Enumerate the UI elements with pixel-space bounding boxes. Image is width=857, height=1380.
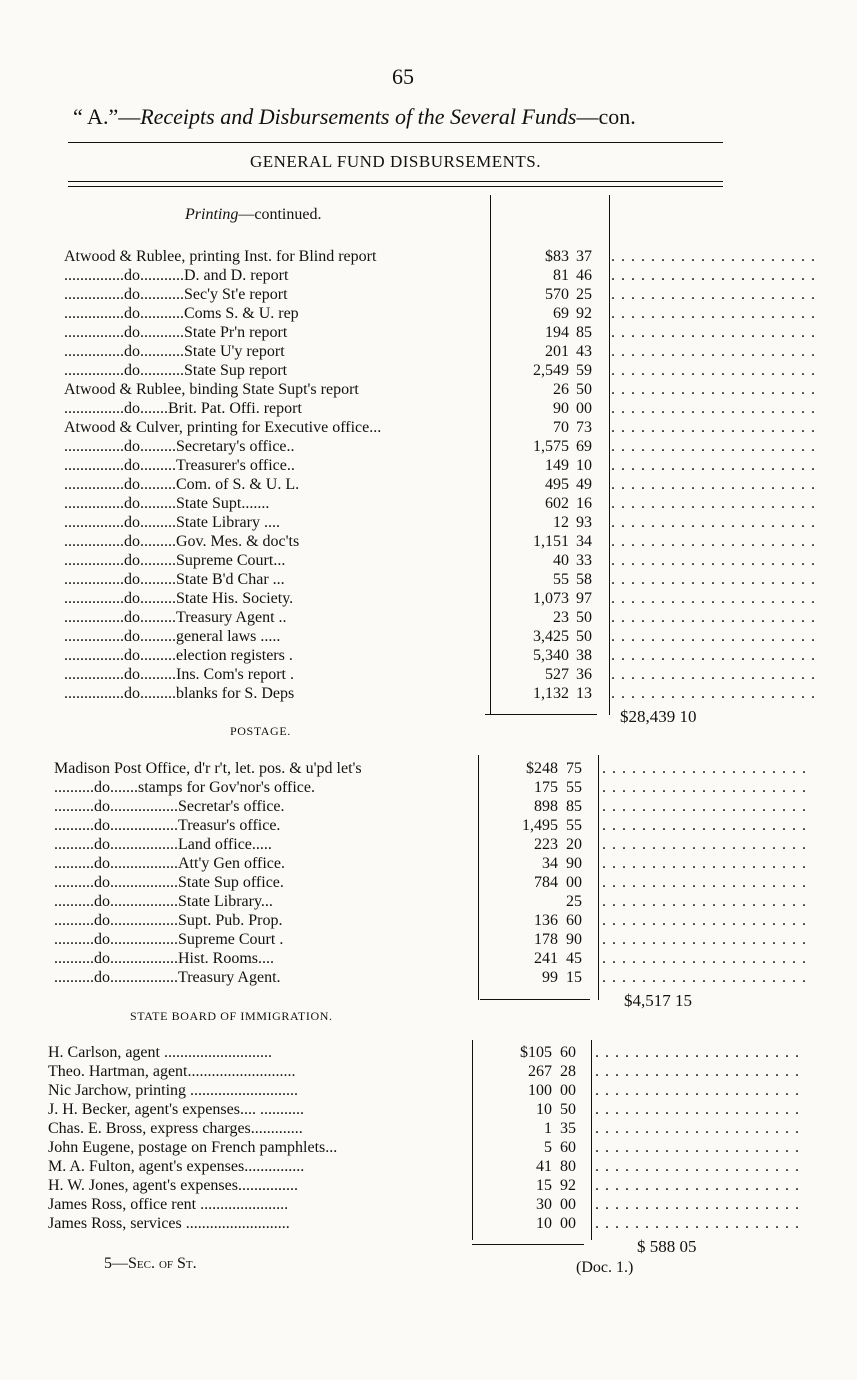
dot-leader: . . . . . . . . . . . . . . . . . . . . . [611, 571, 816, 588]
entry-cents: 15 [566, 969, 582, 986]
entry-dollars: 81 [553, 267, 569, 284]
entry-cents: 90 [566, 855, 582, 872]
entry-description: ...............do...........D. and D. report [64, 267, 289, 284]
entry-description: ...............do.........Treasurer's office.. [64, 457, 295, 474]
entry-cents: 92 [576, 305, 592, 322]
entry-cents: 50 [576, 609, 592, 626]
entry-dollars: 495 [545, 476, 569, 493]
entry-dollars: 570 [545, 286, 569, 303]
entry-description: H. Carlson, agent ........................... [48, 1044, 272, 1061]
dot-leader: . . . . . . . . . . . . . . . . . . . . . [595, 1177, 800, 1194]
section-rule-bottom [68, 186, 723, 187]
dot-leader: . . . . . . . . . . . . . . . . . . . . . [595, 1101, 800, 1118]
dot-leader: . . . . . . . . . . . . . . . . . . . . . [611, 666, 816, 683]
entry-cents: 50 [560, 1101, 576, 1118]
entry-dollars: 90 [553, 400, 569, 417]
entry-dollars: 267 [528, 1063, 552, 1080]
dot-leader: . . . . . . . . . . . . . . . . . . . . . [602, 817, 807, 834]
dot-leader: . . . . . . . . . . . . . . . . . . . . . [611, 628, 816, 645]
entry-cents: 43 [576, 343, 592, 360]
entry-description: J. H. Becker, agent's expenses.... ........... [48, 1101, 304, 1118]
entry-dollars: 194 [545, 324, 569, 341]
entry-cents: 16 [576, 495, 592, 512]
entry-dollars: 223 [534, 836, 558, 853]
entry-cents: 34 [576, 533, 592, 550]
entry-cents: 49 [576, 476, 592, 493]
entry-description: ...............do...........State Pr'n report [64, 324, 288, 341]
column-line-left-2 [478, 755, 479, 1000]
entry-dollars: 602 [545, 495, 569, 512]
entry-dollars: 34 [542, 855, 558, 872]
entry-dollars: 99 [542, 969, 558, 986]
dot-leader: . . . . . . . . . . . . . . . . . . . . . [611, 552, 816, 569]
dot-leader: . . . . . . . . . . . . . . . . . . . . . [611, 476, 816, 493]
entry-dollars: 527 [545, 666, 569, 683]
dot-leader: . . . . . . . . . . . . . . . . . . . . . [611, 685, 816, 702]
entry-description: Nic Jarchow, printing ........................... [48, 1082, 299, 1099]
entry-cents: 69 [576, 438, 592, 455]
entry-cents: 97 [576, 590, 592, 607]
entry-dollars: 898 [534, 798, 558, 815]
entry-cents: 37 [576, 248, 592, 265]
running-head-title: Receipts and Disbursements of the Several Funds [140, 104, 577, 129]
entry-cents: 55 [566, 779, 582, 796]
dot-leader: . . . . . . . . . . . . . . . . . . . . . [602, 950, 807, 967]
entry-cents: 46 [576, 267, 592, 284]
entry-dollars: 1,151 [533, 533, 569, 550]
entry-dollars: 41 [536, 1158, 552, 1175]
entry-description: ...............do.........election registers . [64, 647, 293, 664]
dot-leader: . . . . . . . . . . . . . . . . . . . . . [595, 1139, 800, 1156]
dot-leader: . . . . . . . . . . . . . . . . . . . . . [595, 1063, 800, 1080]
entry-description: ...............do.........State Library .... [64, 514, 280, 531]
dot-leader: . . . . . . . . . . . . . . . . . . . . . [595, 1120, 800, 1137]
dot-leader: . . . . . . . . . . . . . . . . . . . . . [611, 590, 816, 607]
entry-cents: 93 [576, 514, 592, 531]
dot-leader: . . . . . . . . . . . . . . . . . . . . . [611, 324, 816, 341]
entry-cents: 85 [566, 798, 582, 815]
column-line-left-1 [490, 195, 491, 715]
entry-cents: 25 [566, 893, 582, 910]
entry-description: ..........do.......stamps for Gov'nor's office. [54, 779, 315, 796]
entry-cents: 80 [560, 1158, 576, 1175]
entry-description: ...............do...........Sec'y St'e report [64, 286, 288, 303]
dot-leader: . . . . . . . . . . . . . . . . . . . . . [602, 969, 807, 986]
entry-description: ...............do.........Secretary's office.. [64, 438, 295, 455]
entry-dollars: $105 [520, 1044, 552, 1061]
entry-dollars: 241 [534, 950, 558, 967]
entry-dollars: 5,340 [533, 647, 569, 664]
entry-cents: 60 [566, 912, 582, 929]
dot-leader: . . . . . . . . . . . . . . . . . . . . . [595, 1082, 800, 1099]
entry-dollars: 178 [534, 931, 558, 948]
dot-leader: . . . . . . . . . . . . . . . . . . . . . [595, 1044, 800, 1061]
entry-description: ...............do.........Supreme Court... [64, 552, 286, 569]
dot-leader: . . . . . . . . . . . . . . . . . . . . . [611, 381, 816, 398]
page-number: 65 [392, 64, 414, 89]
entry-description: Madison Post Office, d'r r't, let. pos. & u'pd let's [54, 760, 362, 777]
printing-subtotal-rule [485, 714, 597, 715]
entry-dollars: 149 [545, 457, 569, 474]
postage-subtotal-rule [480, 999, 590, 1000]
entry-dollars: $248 [526, 760, 558, 777]
dot-leader: . . . . . . . . . . . . . . . . . . . . . [611, 343, 816, 360]
entry-description: John Eugene, postage on French pamphlets... [48, 1139, 338, 1156]
entry-description: M. A. Fulton, agent's expenses............... [48, 1158, 305, 1175]
entry-dollars: 3,425 [533, 628, 569, 645]
entry-dollars: 1,073 [533, 590, 569, 607]
entry-cents: 00 [560, 1196, 576, 1213]
entry-description: ..........do.................Hist. Rooms.... [54, 950, 275, 967]
footer-doc: (Doc. 1.) [576, 1259, 634, 1276]
dot-leader: . . . . . . . . . . . . . . . . . . . . . [611, 495, 816, 512]
dot-leader: . . . . . . . . . . . . . . . . . . . . . [602, 798, 807, 815]
entry-cents: 75 [566, 760, 582, 777]
entry-dollars: 136 [534, 912, 558, 929]
printing-total: $28,439 10 [620, 707, 697, 726]
entry-cents: 13 [576, 685, 592, 702]
entry-dollars: 2,549 [533, 362, 569, 379]
entry-description: ...............do.........blanks for S. Deps [64, 685, 295, 702]
entry-dollars: 69 [553, 305, 569, 322]
dot-leader: . . . . . . . . . . . . . . . . . . . . . [611, 457, 816, 474]
dot-leader: . . . . . . . . . . . . . . . . . . . . . [602, 912, 807, 929]
entry-description: ...............do.........Com. of S. & U. L. [64, 476, 300, 493]
dot-leader: . . . . . . . . . . . . . . . . . . . . . [602, 836, 807, 853]
dot-leader: . . . . . . . . . . . . . . . . . . . . . [595, 1196, 800, 1213]
entry-cents: 59 [576, 362, 592, 379]
entry-cents: 92 [560, 1177, 576, 1194]
entry-description: ..........do.................Supt. Pub. Prop. [54, 912, 283, 929]
dot-leader: . . . . . . . . . . . . . . . . . . . . . [602, 931, 807, 948]
entry-dollars: 55 [553, 571, 569, 588]
entry-dollars: 15 [536, 1177, 552, 1194]
entry-dollars: 23 [553, 609, 569, 626]
entry-description: ...............do...........Coms S. & U. rep [64, 305, 299, 322]
entry-description: ..........do.................Secretar's office. [54, 798, 285, 815]
entry-description: ...............do.........State Supt....... [64, 495, 270, 512]
printing-heading-italic: Printing [185, 206, 239, 223]
entry-cents: 00 [560, 1215, 576, 1232]
entry-description: ...............do.........Treasury Agent .. [64, 609, 287, 626]
entry-description: ...............do.........Ins. Com's report . [64, 666, 294, 683]
entry-dollars: 10 [536, 1101, 552, 1118]
postage-heading: POSTAGE. [230, 724, 291, 738]
entry-cents: 25 [576, 286, 592, 303]
entry-description: Atwood & Rublee, binding State Supt's report [64, 381, 359, 398]
dot-leader: . . . . . . . . . . . . . . . . . . . . . [611, 419, 816, 436]
entry-cents: 28 [560, 1063, 576, 1080]
entry-cents: 73 [576, 419, 592, 436]
entry-cents: 55 [566, 817, 582, 834]
footer-signature: 5—Sec. of St. [104, 1255, 197, 1272]
immigration-subtotal-rule [472, 1244, 584, 1245]
entry-description: ..........do.................Supreme Court . [54, 931, 284, 948]
dot-leader: . . . . . . . . . . . . . . . . . . . . . [611, 286, 816, 303]
entry-dollars: 30 [536, 1196, 552, 1213]
column-line-right-3 [591, 1040, 592, 1240]
printing-heading-rest: —continued. [238, 206, 322, 223]
entry-description: ...............do...........State Sup report [64, 362, 288, 379]
entry-dollars: 70 [553, 419, 569, 436]
entry-cents: 50 [576, 628, 592, 645]
entry-description: Theo. Hartman, agent........................... [48, 1063, 296, 1080]
dot-leader: . . . . . . . . . . . . . . . . . . . . . [611, 647, 816, 664]
entry-dollars: 5 [544, 1139, 552, 1156]
dot-leader: . . . . . . . . . . . . . . . . . . . . . [611, 533, 816, 550]
entry-description: ...............do.........State His. Society. [64, 590, 294, 607]
entry-description: ...............do.........Gov. Mes. & doc'ts [64, 533, 300, 550]
postage-total: $4,517 15 [624, 991, 692, 1010]
entry-description: James Ross, services .......................... [48, 1215, 290, 1232]
entry-dollars: $83 [545, 248, 569, 265]
dot-leader: . . . . . . . . . . . . . . . . . . . . . [611, 609, 816, 626]
section-title: GENERAL FUND DISBURSEMENTS. [249, 152, 542, 171]
printing-heading [185, 206, 321, 224]
dot-leader: . . . . . . . . . . . . . . . . . . . . . [611, 438, 816, 455]
entry-cents: 00 [566, 874, 582, 891]
running-head-prefix: “ A.”— [73, 104, 141, 129]
dot-leader: . . . . . . . . . . . . . . . . . . . . . [611, 362, 816, 379]
section-rule-top [68, 181, 723, 182]
running-head-suffix: —con. [576, 104, 636, 129]
entry-description: ..........do.................Att'y Gen office. [54, 855, 285, 872]
dot-leader: . . . . . . . . . . . . . . . . . . . . . [602, 760, 807, 777]
entry-dollars: 784 [534, 874, 558, 891]
immigration-total: $ 588 05 [637, 1237, 697, 1256]
entry-description: James Ross, office rent ...................... [48, 1196, 289, 1213]
column-line-left-3 [472, 1040, 473, 1240]
entry-description: ..........do.................Land office..... [54, 836, 272, 853]
entry-cents: 10 [576, 457, 592, 474]
entry-dollars: 1 [544, 1120, 552, 1137]
entry-description: Atwood & Culver, printing for Executive office... [64, 419, 382, 436]
dot-leader: . . . . . . . . . . . . . . . . . . . . . [602, 779, 807, 796]
entry-description: ...............do...........State U'y report [64, 343, 285, 360]
dot-leader: . . . . . . . . . . . . . . . . . . . . . [602, 893, 807, 910]
entry-description: ...............do.......Brit. Pat. Offi. report [64, 400, 302, 417]
entry-description: ...............do.........general laws ..... [64, 628, 281, 645]
dot-leader: . . . . . . . . . . . . . . . . . . . . . [611, 514, 816, 531]
running-head [73, 104, 733, 130]
entry-description: H. W. Jones, agent's expenses............... [48, 1177, 298, 1194]
entry-dollars: 40 [553, 552, 569, 569]
dot-leader: . . . . . . . . . . . . . . . . . . . . . [611, 248, 816, 265]
dot-leader: . . . . . . . . . . . . . . . . . . . . . [611, 267, 816, 284]
entry-cents: 45 [566, 950, 582, 967]
entry-description: ..........do.................State Library... [54, 893, 273, 910]
entry-cents: 38 [576, 647, 592, 664]
dot-leader: . . . . . . . . . . . . . . . . . . . . . [611, 400, 816, 417]
entry-dollars: 1,495 [522, 817, 558, 834]
entry-dollars: 12 [553, 514, 569, 531]
column-line-right-2 [598, 755, 599, 1000]
header-rule [68, 142, 723, 143]
entry-cents: 58 [576, 571, 592, 588]
entry-cents: 00 [560, 1082, 576, 1099]
entry-description: ..........do.................Treasury Agent. [54, 969, 281, 986]
entry-dollars: 1,132 [533, 685, 569, 702]
immigration-heading: STATE BOARD OF IMMIGRATION. [130, 1009, 333, 1023]
entry-description: ..........do.................State Sup office. [54, 874, 284, 891]
entry-cents: 90 [566, 931, 582, 948]
entry-dollars: 100 [528, 1082, 552, 1099]
column-line-right-1 [609, 195, 610, 715]
entry-dollars: 201 [545, 343, 569, 360]
entry-dollars: 175 [534, 779, 558, 796]
entry-cents: 36 [576, 666, 592, 683]
dot-leader: . . . . . . . . . . . . . . . . . . . . . [602, 855, 807, 872]
entry-dollars: 10 [536, 1215, 552, 1232]
entry-cents: 60 [560, 1139, 576, 1156]
dot-leader: . . . . . . . . . . . . . . . . . . . . . [611, 305, 816, 322]
entry-cents: 50 [576, 381, 592, 398]
entry-cents: 00 [576, 400, 592, 417]
entry-cents: 85 [576, 324, 592, 341]
entry-dollars: 26 [553, 381, 569, 398]
entry-description: Chas. E. Bross, express charges............. [48, 1120, 303, 1137]
dot-leader: . . . . . . . . . . . . . . . . . . . . . [595, 1215, 800, 1232]
entry-description: ...............do.........State B'd Char ... [64, 571, 285, 588]
entry-cents: 20 [566, 836, 582, 853]
entry-cents: 35 [560, 1120, 576, 1137]
dot-leader: . . . . . . . . . . . . . . . . . . . . . [602, 874, 807, 891]
dot-leader: . . . . . . . . . . . . . . . . . . . . . [595, 1158, 800, 1175]
entry-cents: 33 [576, 552, 592, 569]
entry-cents: 60 [560, 1044, 576, 1061]
entry-description: Atwood & Rublee, printing Inst. for Blind report [64, 248, 377, 265]
entry-dollars: 1,575 [533, 438, 569, 455]
entry-description: ..........do.................Treasur's office. [54, 817, 281, 834]
